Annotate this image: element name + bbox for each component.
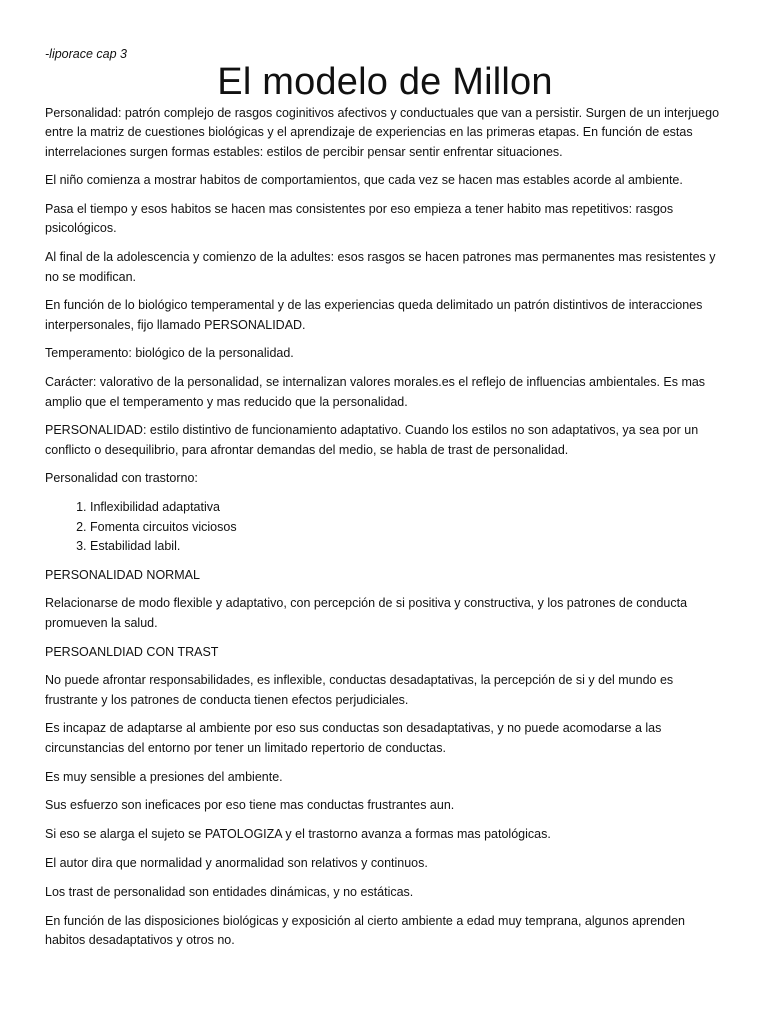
- paragraph: El niño comienza a mostrar habitos de comportamientos, que cada vez se hacen mas estables acorde al ambiente.: [45, 173, 683, 188]
- paragraph: En función de las disposiciones biológicas y exposición al cierto ambiente a edad muy temprana, algunos aprenden habitos desadaptativos y otros no.: [45, 913, 685, 947]
- list-item: 2. Fomenta circuitos viciosos: [90, 518, 725, 537]
- section-heading: PERSONALIDAD NORMAL: [45, 567, 200, 582]
- paragraph: Los trast de personalidad son entidades dinámicas, y no estáticas.: [45, 884, 414, 899]
- document-body: [45, 104, 725, 960]
- section-heading: PERSOANLDIAD CON TRAST: [45, 644, 219, 659]
- paragraph: Si eso se alarga el sujeto se PATOLOGIZA y el trastorno avanza a formas mas patológicas.: [45, 827, 551, 842]
- numbered-list: [45, 498, 725, 556]
- list-item: 3. Estabilidad labil.: [90, 537, 725, 556]
- document-subtitle: -liporace cap 3: [45, 47, 127, 61]
- paragraph: No puede afrontar responsabilidades, es inflexible, conductas desadaptativas, la percepción de si y del mundo es frustrante y los patrones de conducta tienen efectos perjudiciales.: [45, 673, 674, 707]
- paragraph: Pasa el tiempo y esos habitos se hacen mas consistentes por eso empieza a tener habito mas repetitivos: rasgos psicológicos.: [45, 202, 674, 236]
- document-title: El modelo de Millon: [217, 61, 553, 103]
- paragraph: Personalidad con trastorno:: [45, 471, 198, 486]
- paragraph: Relacionarse de modo flexible y adaptativo, con percepción de si positiva y constructiva, y los patrones de conducta promueven la salud.: [45, 596, 688, 630]
- paragraph: En función de lo biológico temperamental y de las experiencias queda delimitado un patrón distintivos de interacciones interpersonales, fijo llamado PERSONALIDAD.: [45, 298, 703, 332]
- paragraph: Es muy sensible a presiones del ambiente.: [45, 769, 283, 784]
- paragraph: Sus esfuerzo son ineficaces por eso tiene mas conductas frustrantes aun.: [45, 798, 455, 813]
- paragraph: Personalidad: patrón complejo de rasgos coginitivos afectivos y conductuales que van a persistir. Surgen de un interjuego entre la matriz de cuestiones biológicas y el aprendizaje de experiencias en las primeras etapas. En función de estas interrelaciones surgen formas estables: estilos de percibir pensar sentir enfrentar situaciones.: [45, 106, 720, 159]
- paragraph: PERSONALIDAD: estilo distintivo de funcionamiento adaptativo. Cuando los estilos no son adaptativos, ya sea por un conflicto o desequilibrio, para afrontar demandas del medio, se habla de trast de personalidad.: [45, 423, 699, 457]
- paragraph: El autor dira que normalidad y anormalidad son relativos y continuos.: [45, 855, 428, 870]
- paragraph: Carácter: valorativo de la personalidad, se internalizan valores morales.es el reflejo de influencias ambientales. Es mas amplio que el temperamento y mas reducido que la personalidad.: [45, 375, 706, 409]
- paragraph: Es incapaz de adaptarse al ambiente por eso sus conductas son desadaptativas, y no puede acomodarse a las circunstancias del entorno por tener un limitado repertorio de conductas.: [45, 721, 662, 755]
- list-item: 1. Inflexibilidad adaptativa: [90, 498, 725, 517]
- paragraph: Temperamento: biológico de la personalidad.: [45, 346, 294, 361]
- paragraph: Al final de la adolescencia y comienzo de la adultes: esos rasgos se hacen patrones mas permanentes mas resistentes y no se modifican.: [45, 250, 716, 284]
